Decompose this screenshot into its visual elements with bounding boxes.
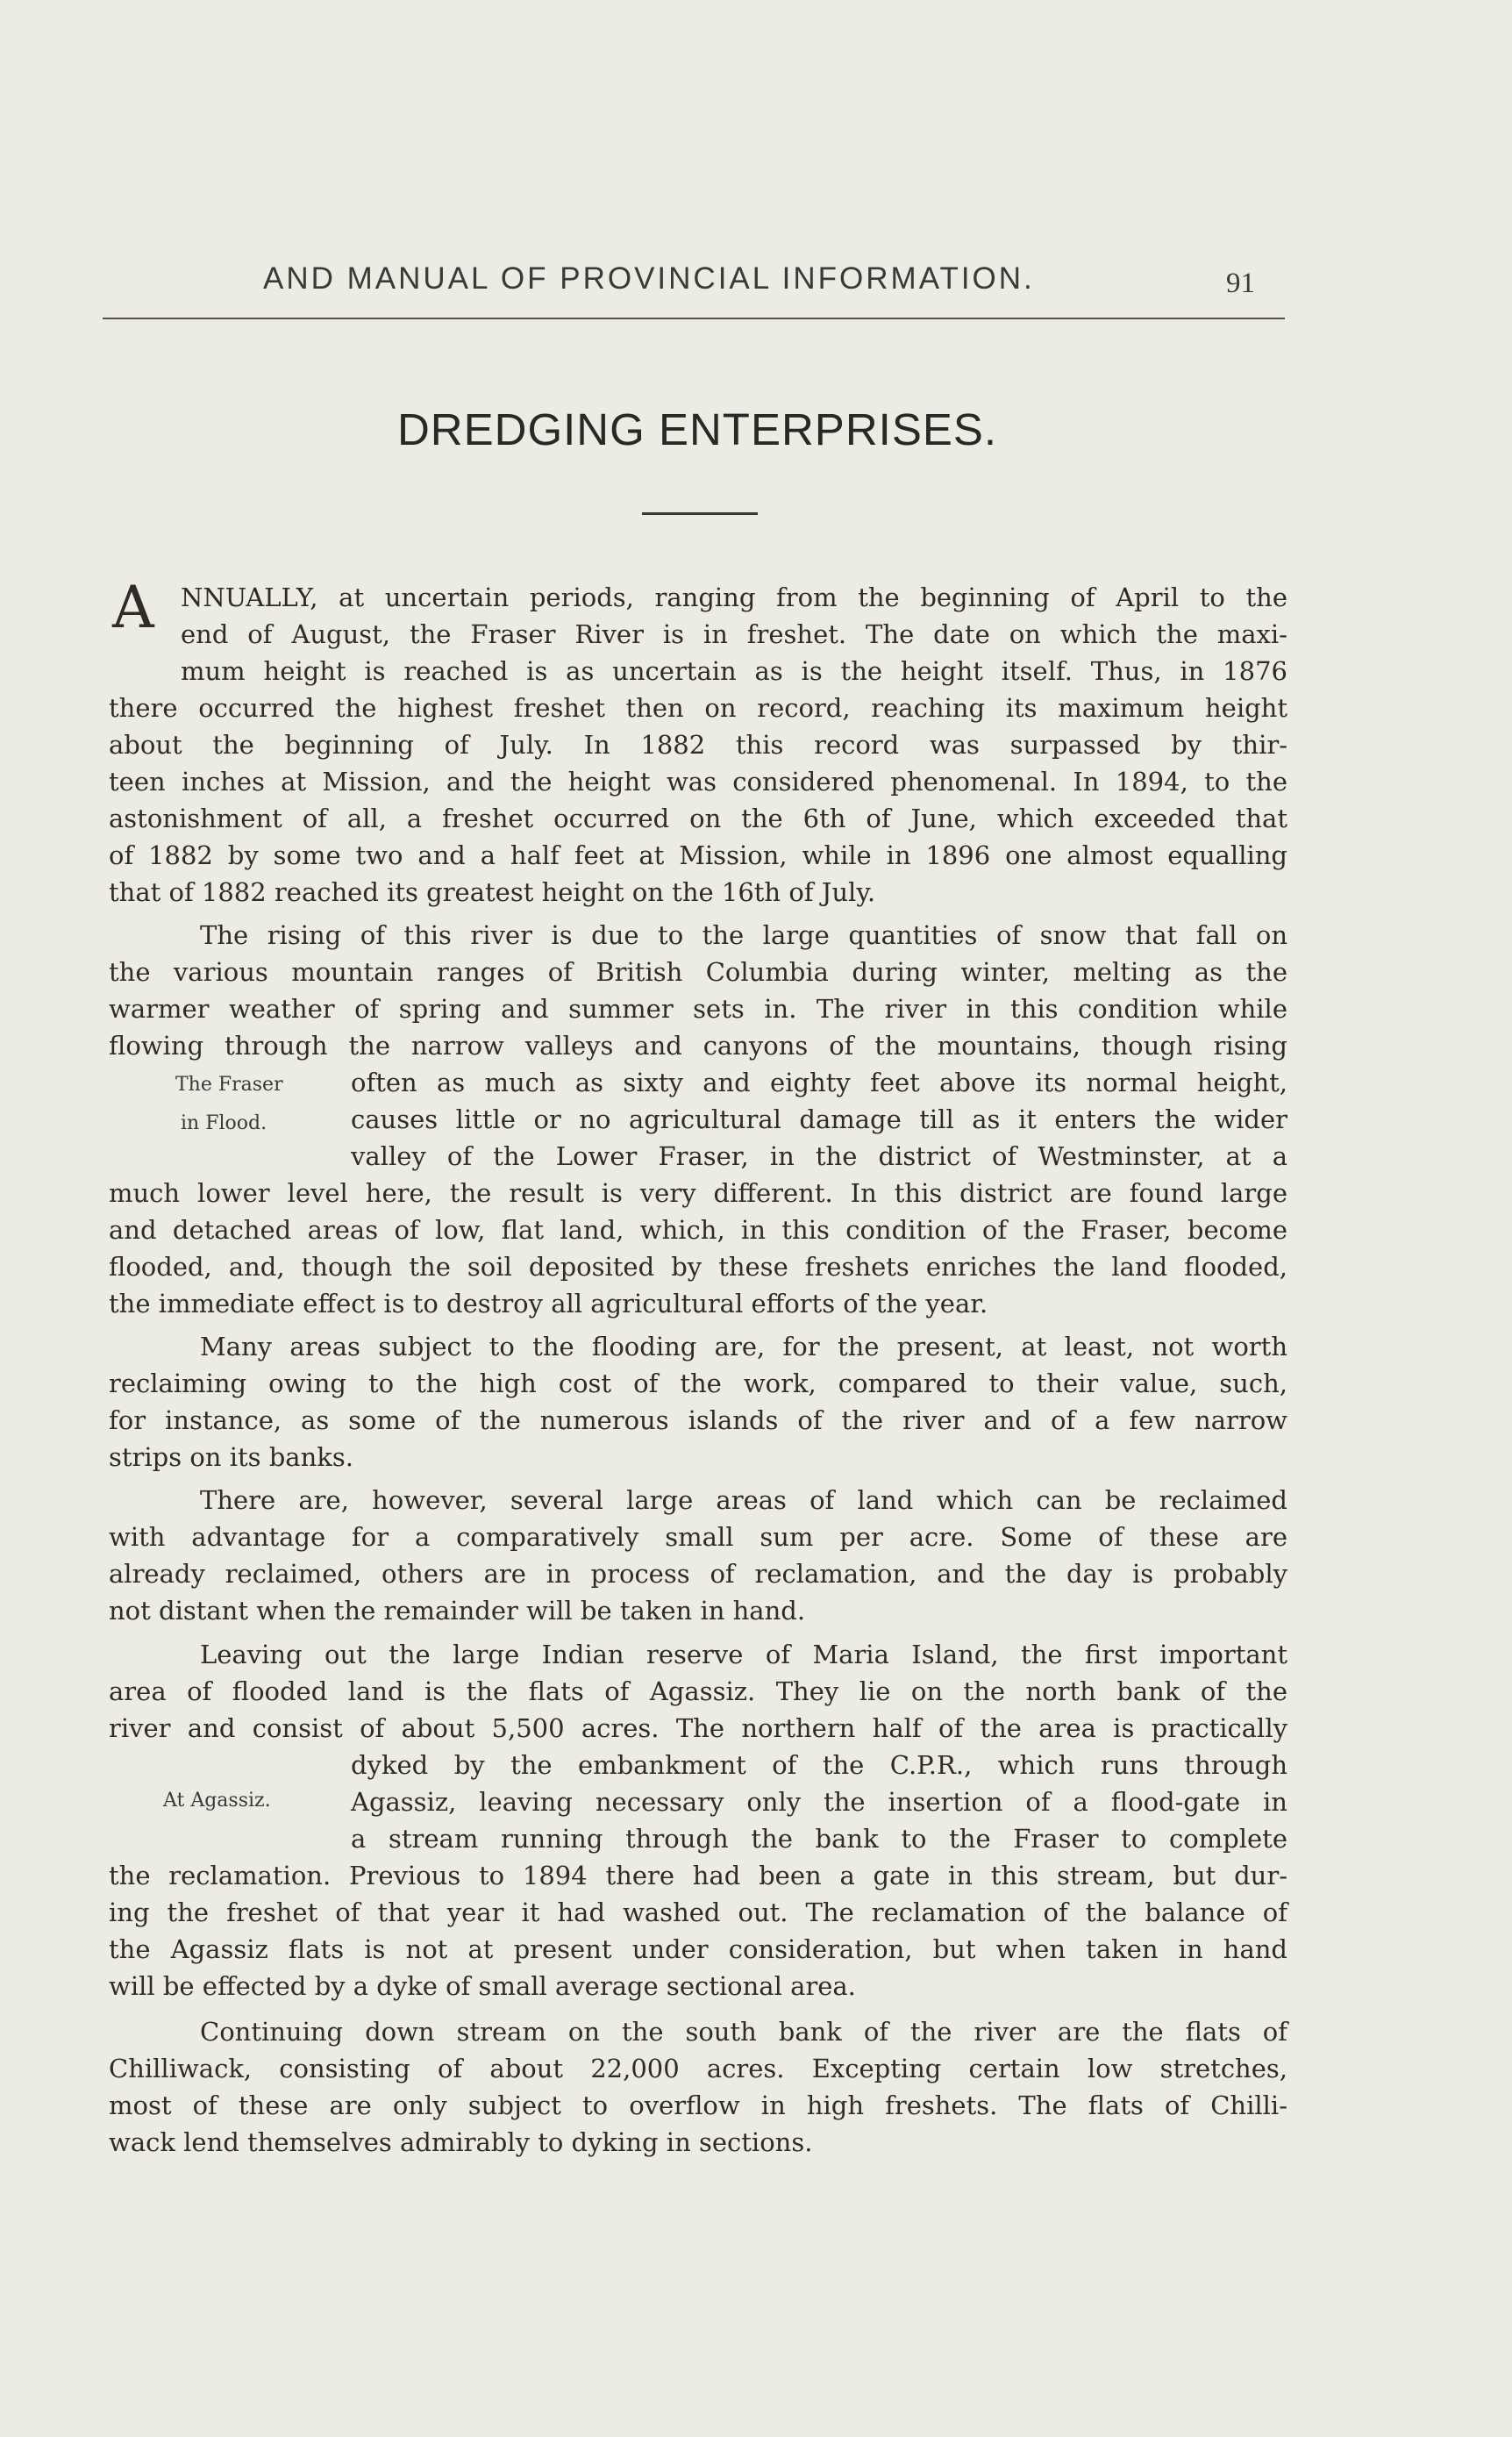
text-line: the reclamation. Previous to 1894 there had been a gate in this stream, but dur-	[109, 1861, 1287, 1890]
text-line: teen inches at Mission, and the height was considered phenomenal. In 1894, to the	[109, 767, 1287, 797]
text-line: valley of the Lower Fraser, in the district of Westminster, at a	[351, 1141, 1287, 1171]
text-line: about the beginning of July. In 1882 this record was surpassed by thir-	[109, 730, 1287, 760]
text-line: causes little or no agricultural damage till as it enters the wider	[351, 1104, 1287, 1134]
text-line: there occurred the highest freshet then on record, reaching its maximum height	[109, 693, 1287, 723]
margin-note-fraser-line2: in Flood.	[181, 1112, 267, 1134]
text-line: dyked by the embankment of the C.P.R., which runs through	[351, 1750, 1287, 1780]
text-line: with advantage for a comparatively small sum per acre. Some of these are	[109, 1522, 1287, 1552]
text-line: ing the freshet of that year it had washed out. The reclamation of the balance of	[109, 1897, 1287, 1927]
text-line: Many areas subject to the flooding are, for the present, at least, not worth	[200, 1332, 1287, 1361]
text-line: Agassiz, leaving necessary only the insertion of a flood-gate in	[351, 1787, 1287, 1817]
text-line: much lower level here, the result is very different. In this district are found large	[109, 1178, 1287, 1208]
text-line: river and consist of about 5,500 acres. The northern half of the area is practically	[109, 1713, 1287, 1743]
text-line: often as much as sixty and eighty feet above its normal height,	[351, 1068, 1287, 1097]
text-line: strips on its banks.	[109, 1442, 353, 1472]
margin-note-agassiz: At Agassiz.	[163, 1790, 271, 1812]
text-line: Continuing down stream on the south bank of the river are the flats of	[200, 2017, 1287, 2047]
title-rule	[642, 512, 758, 515]
text-line: most of these are only subject to overflow in high freshets. The flats of Chilli-	[109, 2090, 1287, 2120]
text-line: of 1882 by some two and a half feet at Mission, while in 1896 one almost equalling	[109, 840, 1287, 870]
text-line: not distant when the remainder will be taken in hand.	[109, 1596, 806, 1626]
text-line: will be effected by a dyke of small average sectional area.	[109, 1971, 856, 2001]
text-line: The rising of this river is due to the large quantities of snow that fall on	[200, 920, 1287, 950]
page-number: 91	[1226, 268, 1255, 299]
text-line: a stream running through the bank to the Fraser to complete	[351, 1824, 1287, 1854]
text-line: already reclaimed, others are in process of reclamation, and the day is probably	[109, 1559, 1287, 1589]
text-line: area of flooded land is the flats of Agassiz. They lie on the north bank of the	[109, 1676, 1287, 1706]
header-rule	[103, 318, 1285, 319]
running-head: AND MANUAL OF PROVINCIAL INFORMATION.	[263, 261, 1035, 296]
text-line: mum height is reached is as uncertain as is the height itself. Thus, in 1876	[181, 656, 1287, 686]
text-line: wack lend themselves admirably to dyking in sections.	[109, 2127, 813, 2157]
text-line: astonishment of all, a freshet occurred on the 6th of June, which exceeded that	[109, 804, 1287, 833]
text-line: warmer weather of spring and summer sets in. The river in this condition while	[109, 994, 1287, 1024]
text-line: reclaiming owing to the high cost of the work, compared to their value, such,	[109, 1369, 1287, 1398]
text-line: Chilliwack, consisting of about 22,000 acres. Excepting certain low stretches,	[109, 2054, 1287, 2083]
margin-note-fraser-line1: The Fraser	[175, 1074, 283, 1096]
text-line: the various mountain ranges of British Columbia during winter, melting as the	[109, 957, 1287, 987]
section-title: DREDGING ENTERPRISES.	[396, 404, 998, 454]
text-line: flooded, and, though the soil deposited by these freshets enriches the land flooded,	[109, 1252, 1287, 1282]
text-line: the immediate effect is to destroy all agricultural efforts of the year.	[109, 1289, 988, 1319]
text-line: for instance, as some of the numerous islands of the river and of a few narrow	[109, 1405, 1287, 1435]
text-line: and detached areas of low, flat land, which, in this condition of the Fraser, become	[109, 1215, 1287, 1245]
text-line: end of August, the Fraser River is in freshet. The date on which the maxi-	[181, 619, 1287, 649]
text-line: Leaving out the large Indian reserve of Maria Island, the first important	[200, 1640, 1287, 1669]
drop-cap: A	[112, 574, 154, 641]
text-line: NNUALLY, at uncertain periods, ranging from the beginning of April to the	[181, 582, 1287, 612]
text-line: the Agassiz flats is not at present under consideration, but when taken in hand	[109, 1934, 1287, 1964]
text-line: that of 1882 reached its greatest height on the 16th of July.	[109, 877, 876, 907]
text-line: There are, however, several large areas of land which can be reclaimed	[200, 1485, 1287, 1515]
text-line: flowing through the narrow valleys and canyons of the mountains, though rising	[109, 1031, 1287, 1061]
